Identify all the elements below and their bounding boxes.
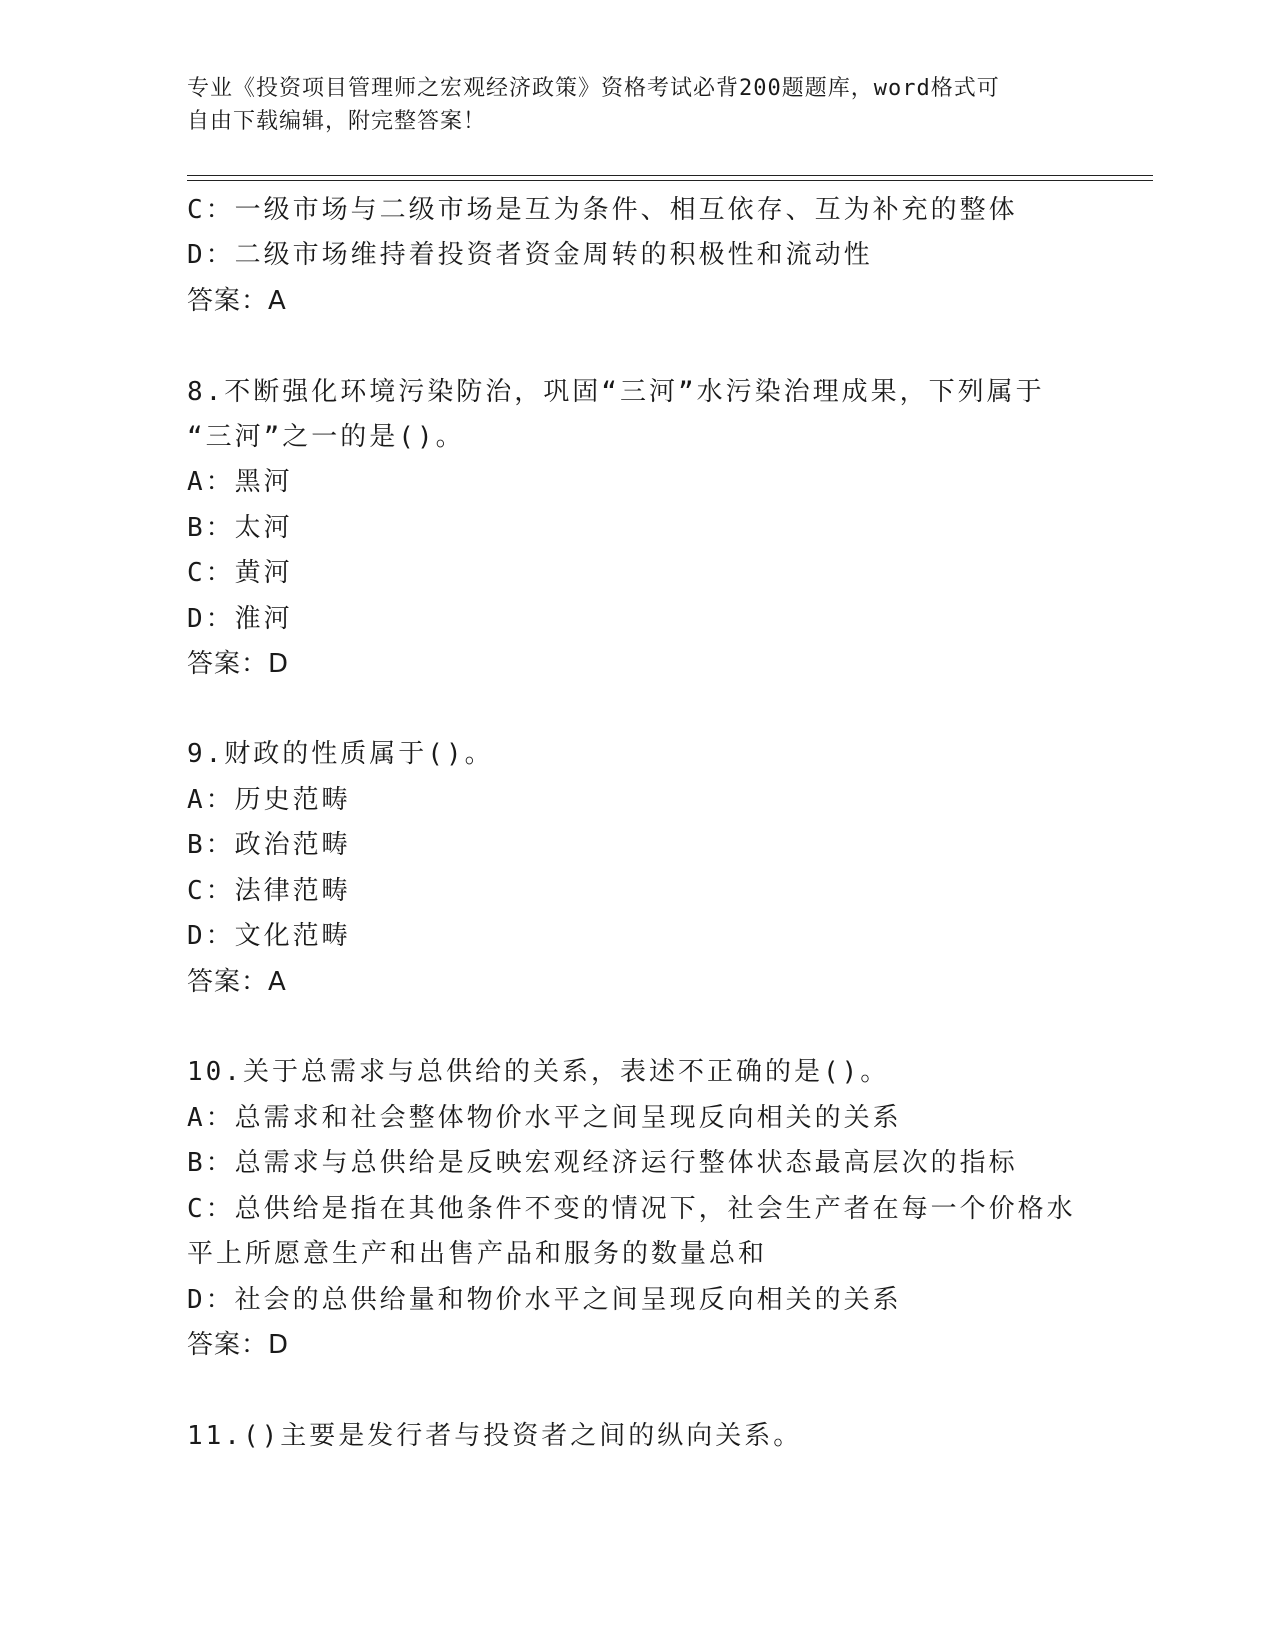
q9-option-a: A：历史范畴 [187,785,351,815]
q8-answer: 答案：D [187,649,290,679]
q9-option-d: D：文化范畴 [187,921,351,951]
q10-stem: 10.关于总需求与总供给的关系，表述不正确的是()。 [187,1057,890,1087]
q10-option-c-line-1: C：总供给是指在其他条件不变的情况下，社会生产者在每一个价格水 [187,1194,1076,1224]
q7-option-d: D：二级市场维持着投资者资金周转的积极性和流动性 [187,240,873,270]
q9-option-c: C：法律范畴 [187,876,351,906]
q9-answer: 答案：A [187,967,287,997]
header-divider-top [187,175,1153,176]
q10-option-c-line-2: 平上所愿意生产和出售产品和服务的数量总和 [187,1239,768,1269]
header-divider-bottom [187,180,1153,181]
q8-option-c: C：黄河 [187,558,293,588]
q9-option-b: B：政治范畴 [187,830,351,860]
q8-option-b: B：太河 [187,513,293,543]
header-title-line-2: 自由下载编辑，附完整答案！ [187,109,487,134]
q11-stem: 11.()主要是发行者与投资者之间的纵向关系。 [187,1421,803,1451]
q9-stem: 9.财政的性质属于()。 [187,739,494,769]
q7-option-c: C：一级市场与二级市场是互为条件、相互依存、互为补充的整体 [187,195,1018,225]
header-title-line-1: 专业《投资项目管理师之宏观经济政策》资格考试必背200题题库，word格式可 [187,76,1000,101]
q10-option-a: A：总需求和社会整体物价水平之间呈现反向相关的关系 [187,1103,902,1133]
q8-option-a: A：黑河 [187,467,293,497]
q10-answer: 答案：D [187,1330,290,1360]
q8-option-d: D：淮河 [187,604,293,634]
q7-answer: 答案：A [187,286,287,316]
q10-option-b: B：总需求与总供给是反映宏观经济运行整体状态最高层次的指标 [187,1148,1018,1178]
q8-stem-line-1: 8.不断强化环境污染防治，巩固“三河”水污染治理成果，下列属于 [187,377,1045,407]
document-header [187,72,1087,138]
q10-option-d: D：社会的总供给量和物价水平之间呈现反向相关的关系 [187,1285,902,1315]
q8-stem-line-2: “三河”之一的是()。 [187,422,465,452]
